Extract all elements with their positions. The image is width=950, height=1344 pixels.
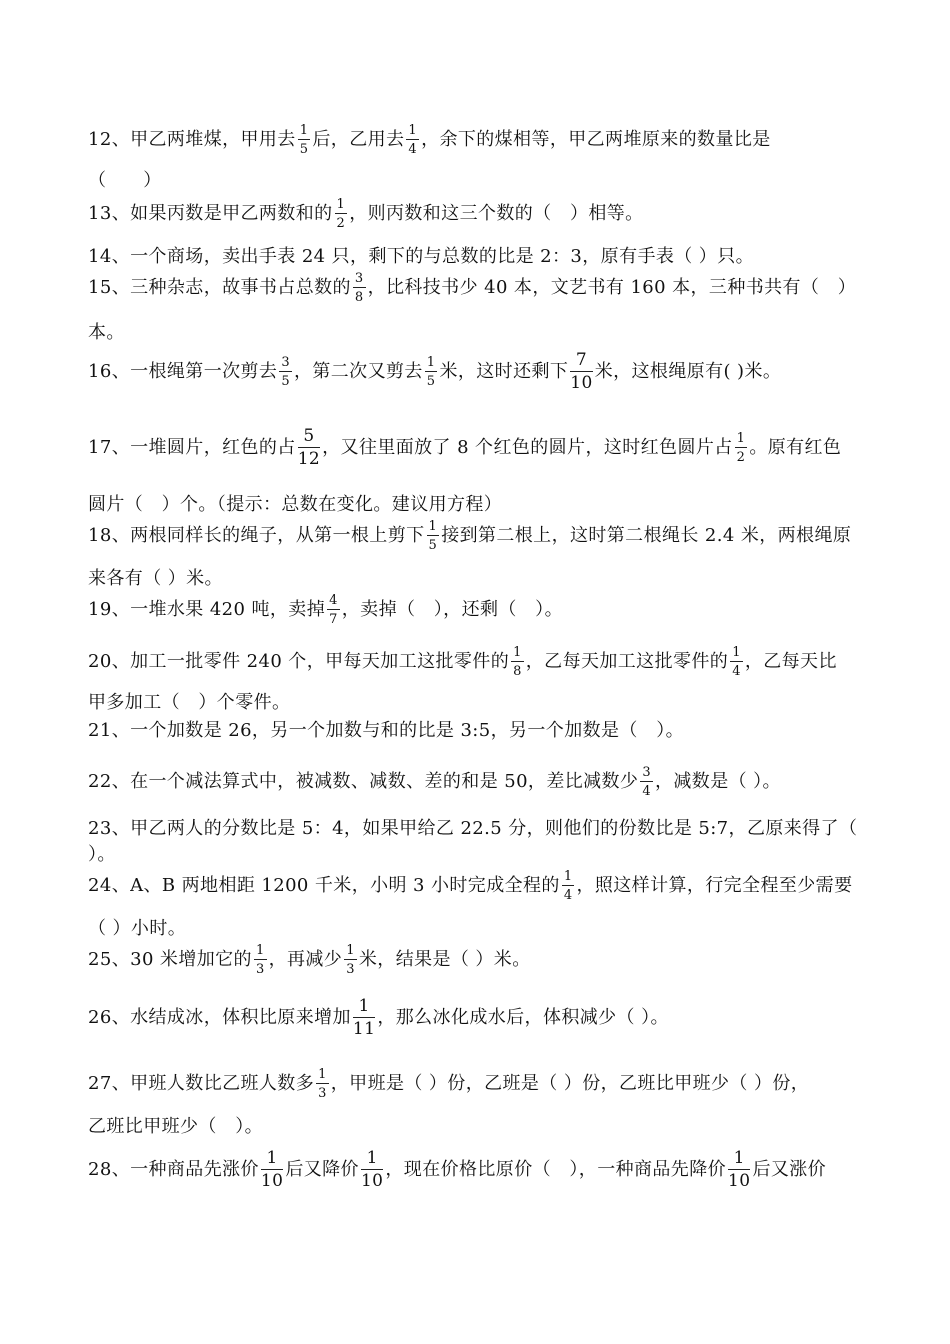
- fraction: $\frac{3}{8}$: [354, 271, 364, 305]
- question-12-text-b: 后，乙用去: [312, 129, 405, 150]
- fraction: $\frac{1}{2}$: [736, 431, 746, 465]
- question-24: 24、A、B 两地相距 1200 千米，小明 3 小时完成全程的 $\frac{1}{4}$ ，照这样计算，行完全程至少需要: [88, 869, 853, 903]
- question-15: 15、三种杂志，故事书占总数的 $\frac{3}{8}$ ，比科技书少 40 本，文艺书有 160 本，三种书共有（ ）: [88, 271, 857, 305]
- question-13: 13、如果丙数是甲乙两数和的 $\frac{1}{2}$ ，则丙数和这三个数的（ ）相等。: [88, 197, 644, 231]
- question-12-cont: [88, 166, 162, 192]
- fraction: $\frac{1}{3}$: [318, 1067, 327, 1101]
- fraction: $\frac{1}{2}$: [336, 197, 346, 231]
- fraction: $\frac{1}{5}$: [299, 123, 309, 157]
- fraction: $\frac{7}{10}$: [570, 350, 593, 393]
- fraction: $\frac{1}{3}$: [346, 943, 355, 977]
- fraction: $\frac{1}{11}$: [352, 996, 376, 1039]
- question-20-cont: 甲多加工（ ）个零件。: [88, 692, 291, 713]
- fraction: $\frac{1}{4}$: [732, 645, 741, 679]
- fraction: $\frac{1}{5}$: [428, 519, 438, 553]
- fraction: $\frac{1}{4}$: [563, 869, 573, 903]
- question-25: 25、30 米增加它的 $\frac{1}{3}$ ，再减少 $\frac{1}{3}$ 米，结果是（ ）米。: [88, 943, 531, 977]
- question-19: 19、一堆水果 420 吨，卖掉 $\frac{4}{7}$ ，卖掉（ ），还剩（ ）。: [88, 593, 563, 627]
- fraction: $\frac{1}{10}$: [360, 1148, 384, 1191]
- fraction: $\frac{1}{3}$: [255, 943, 265, 977]
- question-27: 27、甲班人数比乙班人数多 $\frac{1}{3}$ ，甲班是（ ）份，乙班是（ ）份，乙班比甲班少（ ）份，: [88, 1067, 810, 1101]
- question-26: 26、水结成冰，体积比原来增加 $\frac{1}{11}$ ，那么冰化成水后，体积减少（ ）。: [88, 996, 669, 1039]
- fraction: $\frac{4}{7}$: [329, 593, 338, 627]
- question-17: 17、一堆圆片，红色的占 $\frac{5}{12}$ ，又往里面放了 8 个红色的圆片，这时红色圆片占 $\frac{1}{2}$ 。原有红色: [88, 426, 842, 469]
- fraction: $\frac{1}{8}$: [513, 645, 522, 679]
- question-16: 16、一根绳第一次剪去 $\frac{3}{5}$ ，第二次又剪去 $\frac{1}{5}$ 米，这时还剩下 $\frac{7}{10}$ 米，这根绳原有( )米。: [88, 350, 782, 393]
- fraction: $\frac{5}{12}$: [297, 426, 321, 469]
- question-17-cont: 圆片（ ）个。（提示：总数在变化。建议用方程）: [88, 494, 503, 515]
- question-22: 22、在一个减法算式中，被减数、减数、差的和是 50，差比减数少 $\frac{3}{4}$ ，减数是（ ）。: [88, 765, 781, 799]
- fraction: $\frac{1}{10}$: [260, 1148, 284, 1191]
- question-27-cont: 乙班比甲班少（ ）。: [88, 1116, 263, 1137]
- question-12: [88, 124, 771, 156]
- question-12-text-a: 12、甲乙两堆煤，甲用去: [88, 129, 296, 150]
- question-28: 28、一种商品先涨价 $\frac{1}{10}$ 后又降价 $\frac{1}{10}$ ，现在价格比原价（ ），一种商品先降价 $\frac{1}{10}$ 后又涨价: [88, 1148, 827, 1191]
- fraction: $\frac{1}{10}$: [728, 1148, 751, 1191]
- question-14: 14、一个商场，卖出手表 24 只，剩下的与总数的比是 2：3，原有手表（ ）只。: [88, 246, 754, 267]
- fraction: $\frac{1}{4}$: [408, 123, 418, 157]
- question-21: 21、一个加数是 26，另一个加数与和的比是 3:5，另一个加数是（ ）。: [88, 720, 685, 741]
- fraction: $\frac{1}{5}$: [426, 355, 436, 389]
- fraction: $\frac{3}{4}$: [642, 765, 651, 799]
- fraction: $\frac{3}{5}$: [281, 355, 290, 389]
- question-18-cont: 来各有（ ）米。: [88, 568, 223, 589]
- question-12-text-c: ，余下的煤相等，甲乙两堆原来的数量比是: [421, 129, 771, 150]
- question-20: 20、加工一批零件 240 个，甲每天加工这批零件的 $\frac{1}{8}$ ，乙每天加工这批零件的 $\frac{1}{4}$ ，乙每天比: [88, 645, 837, 679]
- answer-blank: （ ）: [88, 170, 162, 191]
- question-23-cont: ）。: [88, 844, 116, 865]
- question-23: 23、甲乙两人的分数比是 5：4，如果甲给乙 22.5 分，则他们的份数比是 5:7，乙原来得了（: [88, 818, 858, 839]
- question-15-cont: 本。: [88, 322, 125, 343]
- question-18: 18、两根同样长的绳子，从第一根上剪下 $\frac{1}{5}$ 接到第二根上，这时第二根绳长 2.4 米，两根绳原: [88, 519, 852, 553]
- question-24-cont: （ ）小时。: [88, 918, 187, 939]
